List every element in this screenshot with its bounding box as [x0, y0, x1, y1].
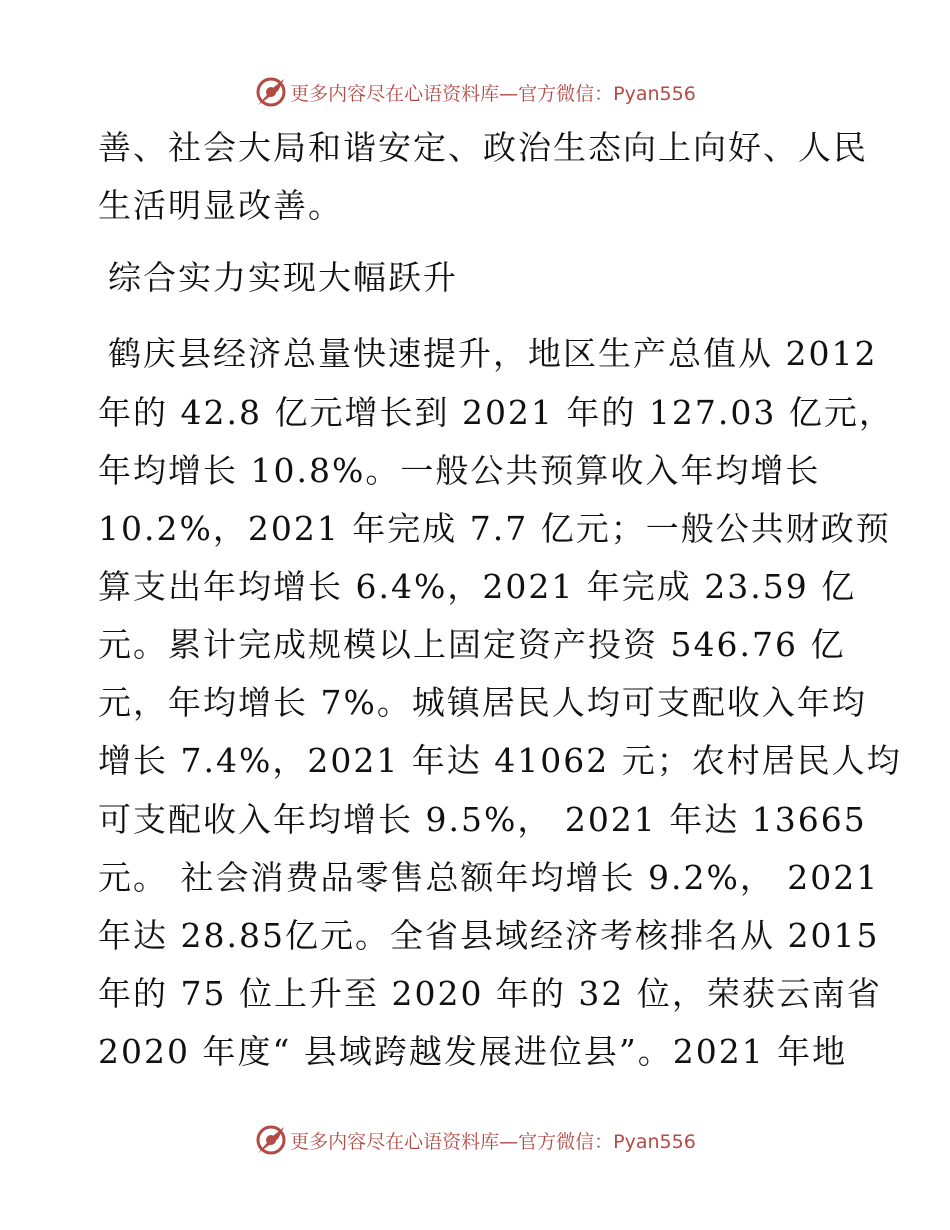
body-line: 元。累计完成规模以上固定资产投资 546.76 亿: [98, 625, 846, 664]
body-line: 10.2%，2021 年完成 7.7 亿元；一般公共财政预: [98, 509, 891, 548]
body-line: 算支出年均增长 6.4%，2021 年完成 23.59 亿: [98, 567, 857, 606]
body-line: 年的 75 位上升至 2020 年的 32 位，荣获云南省: [98, 974, 882, 1013]
body-line: 增长 7.4%，2021 年达 41062 元；农村居民人均: [98, 741, 902, 780]
body-line: 生活明显改善。: [98, 186, 343, 225]
body-line: 年的 42.8 亿元增长到 2021 年的 127.03 亿元，: [98, 393, 894, 432]
footer-banner: [0, 1120, 950, 1160]
header-banner: [0, 72, 950, 112]
section-heading: 综合实力实现大幅跃升: [108, 258, 458, 297]
body-line: 元。 社会消费品零售总额年均增长 9.2%， 2021: [98, 858, 880, 897]
body-line: 元，年均增长 7%。城镇居民人均可支配收入年均: [98, 683, 867, 722]
quill-logo-icon: [254, 1123, 288, 1157]
footer-banner-text: 更多内容尽在心语资料库—官方微信：Pyan556: [290, 1130, 696, 1153]
body-line: 可支配收入年均增长 9.5%， 2021 年达 13665: [98, 800, 867, 839]
body-line: 善、社会大局和谐安定、政治生态向上向好、人民: [98, 128, 868, 167]
header-banner-text: 更多内容尽在心语资料库—官方微信：Pyan556: [290, 82, 696, 105]
body-line: 2020 年度“ 县域跨越发展进位县”。2021 年地: [98, 1032, 848, 1071]
body-line: 年达 28.85亿元。全省县域经济考核排名从 2015: [98, 916, 880, 955]
quill-logo-icon: [254, 75, 288, 109]
body-line: 年均增长 10.8%。一般公共预算收入年均增长: [98, 451, 821, 490]
body-line: 鹤庆县经济总量快速提升，地区生产总值从 2012: [108, 334, 878, 373]
